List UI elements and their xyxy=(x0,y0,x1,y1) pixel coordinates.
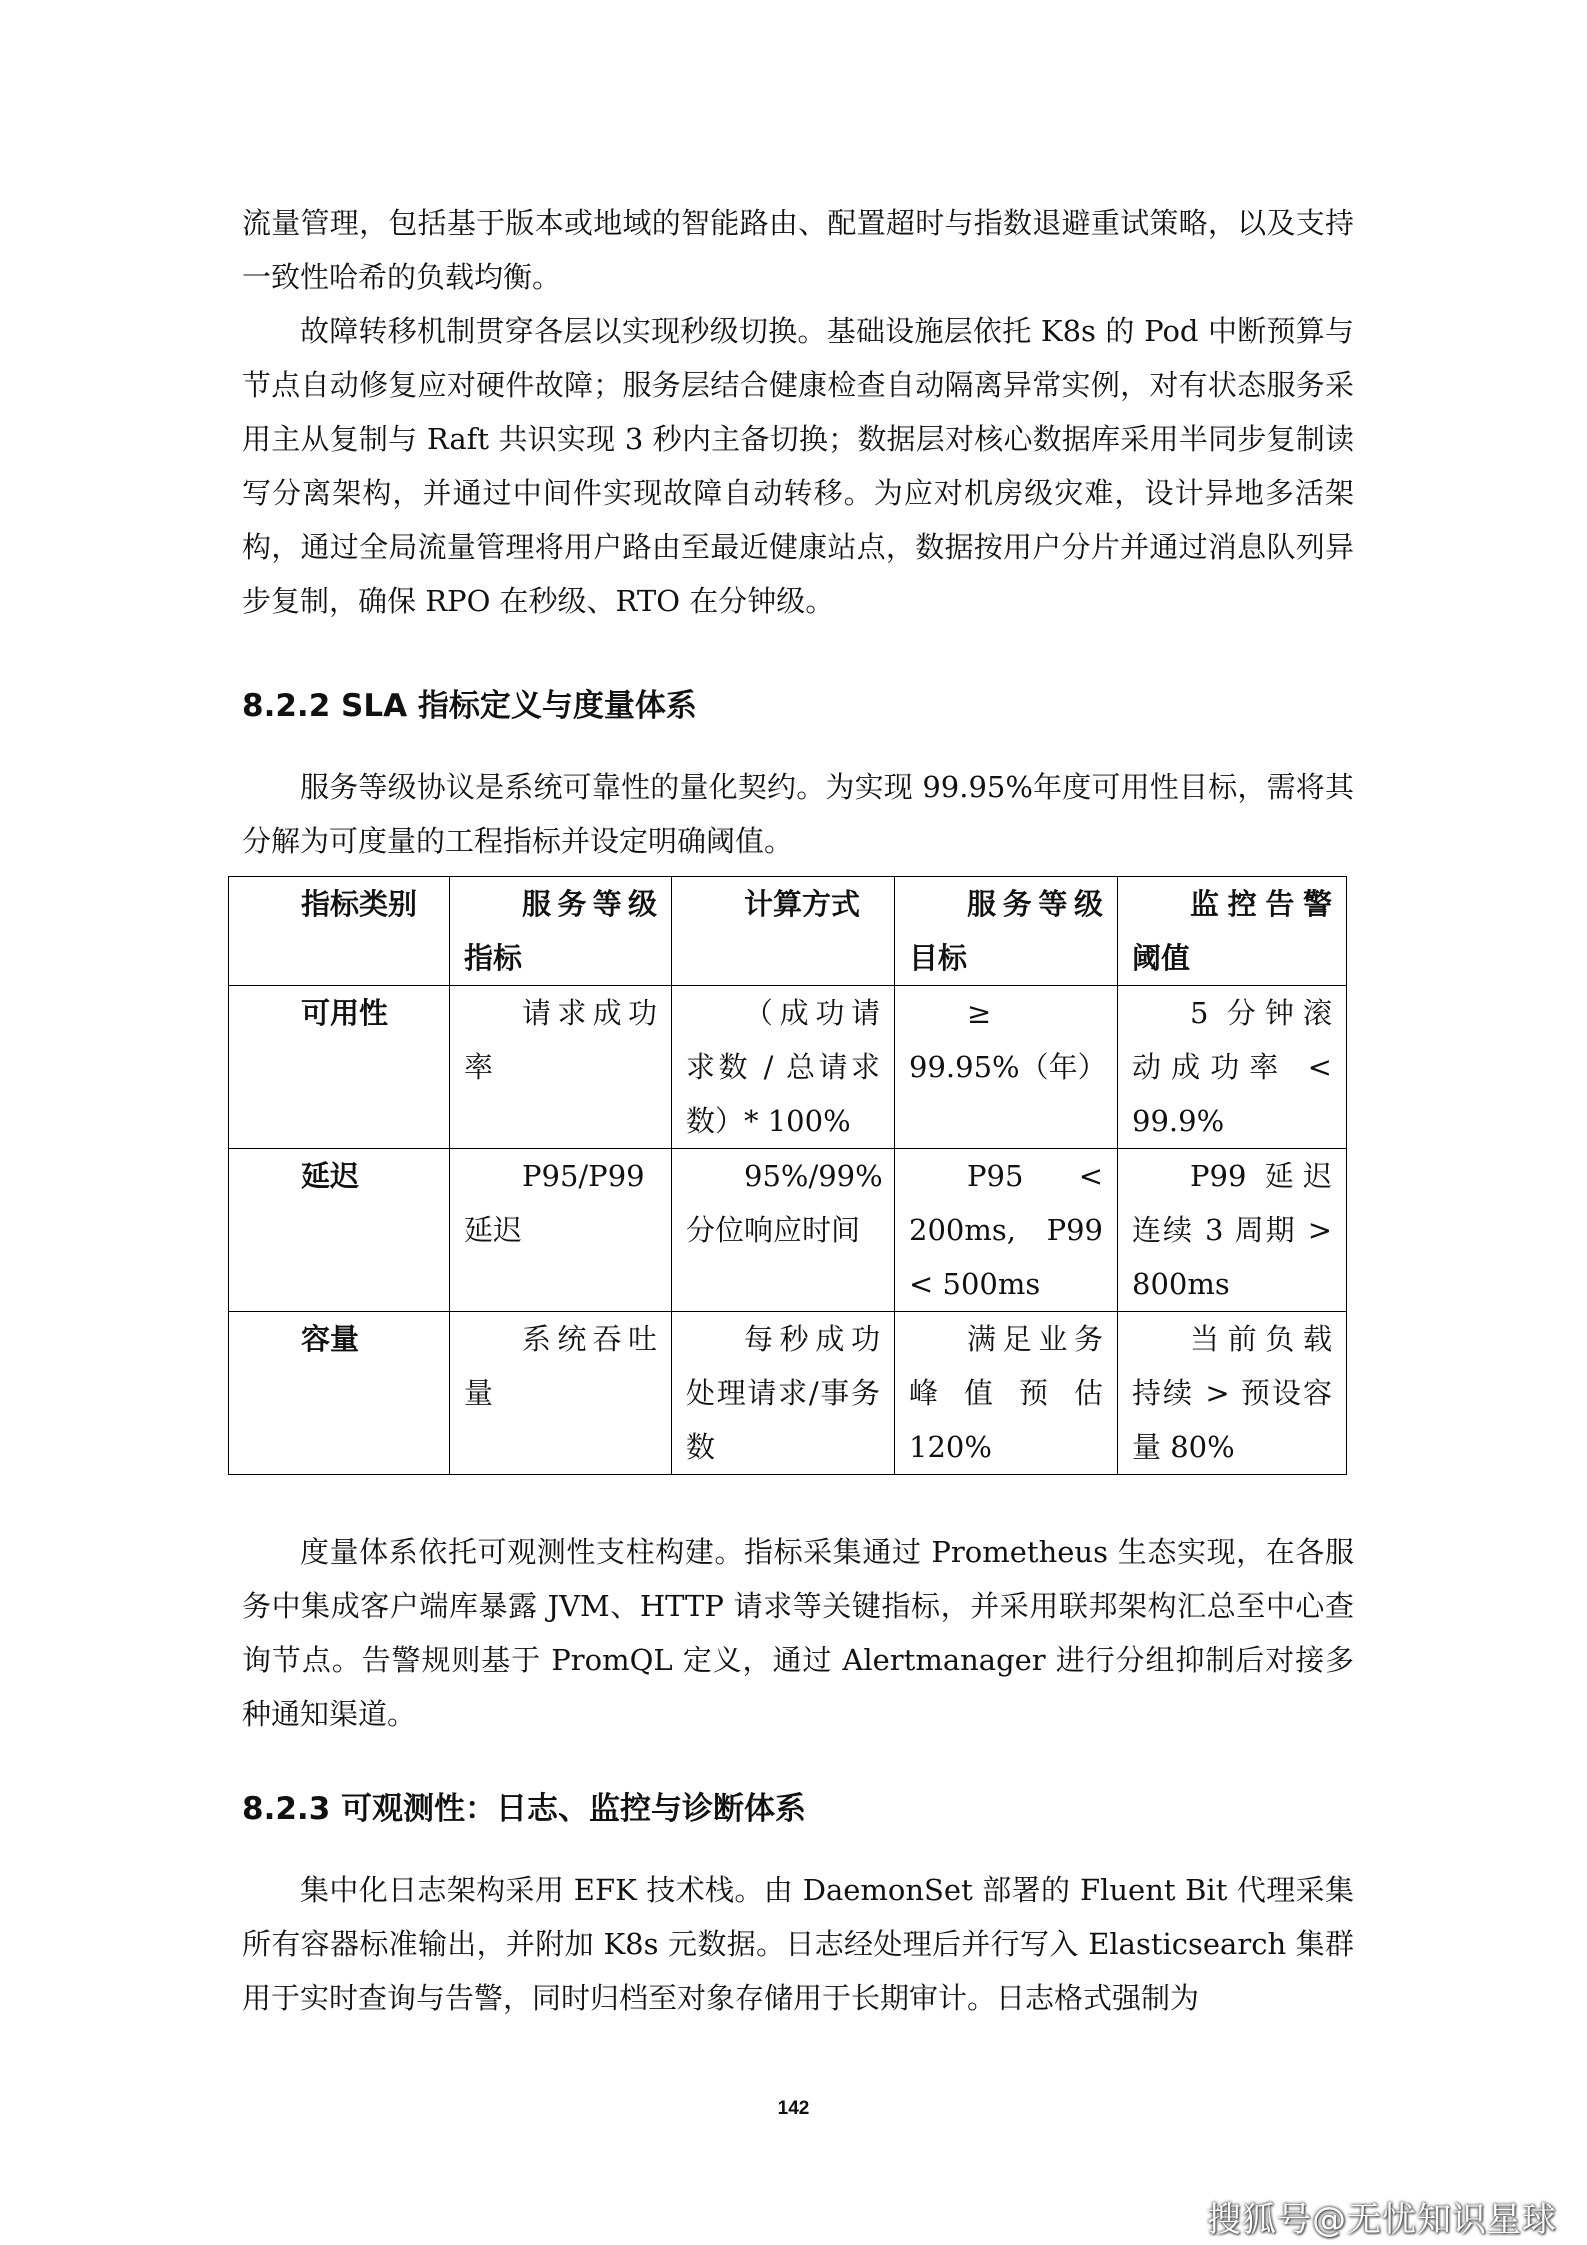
paragraph-observability-metrics: 度量体系依托可观测性支柱构建。指标采集通过 Prometheus 生态实现，在各服务中集成客户端库暴露 JVM、HTTP 请求等关键指标，并采用联邦架构汇总至中心查询节点。告警规则基于 PromQL 定义，通过 Alertmanager 进行分组抑制后对接多种通知渠道。 xyxy=(242,1535,1354,1731)
table-cell-category: 延迟 xyxy=(229,1149,450,1312)
table-cell: 每秒成功处理请求/事务数 xyxy=(672,1312,895,1475)
table-cell: 系统吞吐量 xyxy=(450,1312,672,1475)
table-header-cell: 服务等级目标 xyxy=(895,877,1118,986)
table-header-cell: 服务等级指标 xyxy=(450,877,672,986)
table-cell-category: 可用性 xyxy=(229,986,450,1149)
paragraph-traffic-management: 流量管理，包括基于版本或地域的智能路由、配置超时与指数退避重试策略，以及支持一致性哈希的负载均衡。 xyxy=(242,206,1354,294)
page-number: 142 xyxy=(777,2098,810,2119)
table-cell: ≥ 99.95%（年） xyxy=(895,986,1118,1149)
paragraph-failover: 故障转移机制贯穿各层以实现秒级切换。基础设施层依托 K8s 的 Pod 中断预算与节点自动修复应对硬件故障；服务层结合健康检查自动隔离异常实例，对有状态服务采用主从复制与 Raft 共识实现 3 秒内主备切换；数据层对核心数据库采用半同步复制读写分离架构，并通过中间件实现故障自动转移。为应对机房级灾难，设计异地多活架构，通过全局流量管理将用户路由至最近健康站点，数据按用户分片并通过消息队列异步复制，确保 RPO 在秒级、RTO 在分钟级。 xyxy=(242,314,1354,618)
table-header-cell: 指标类别 xyxy=(229,877,450,986)
table-cell-category: 容量 xyxy=(229,1312,450,1475)
table-header-cell: 计算方式 xyxy=(672,877,895,986)
table-cell: P99 延迟连续 3 周期 > 800ms xyxy=(1118,1149,1347,1312)
table-cell: 95%/99% 分位响应时间 xyxy=(672,1149,895,1312)
paragraph-logging: 集中化日志架构采用 EFK 技术栈。由 DaemonSet 部署的 Fluent Bit 代理采集所有容器标准输出，并附加 K8s 元数据。日志经处理后并行写入 Elasticsearch 集群用于实时查询与告警，同时归档至对象存储用于长期审计。日志格式强制为 xyxy=(242,1873,1354,2015)
table-row xyxy=(229,1149,1347,1312)
table-row xyxy=(229,986,1347,1149)
table-cell: （成功请求数 / 总请求数）* 100% xyxy=(672,986,895,1149)
table-cell: 5 分钟滚动成功率 < 99.9% xyxy=(1118,986,1347,1149)
table-cell: P95/P99 延迟 xyxy=(450,1149,672,1312)
table-cell: P95 < 200ms, P99 < 500ms xyxy=(895,1149,1118,1312)
table-row xyxy=(229,1312,1347,1475)
sla-table xyxy=(228,876,1347,1475)
section-heading-823: 8.2.3 可观测性：日志、监控与诊断体系 xyxy=(242,1791,807,1827)
watermark: 搜狐号@无忧知识星球 xyxy=(1207,2200,1557,2240)
table-cell: 当前负载持续 > 预设容量 80% xyxy=(1118,1312,1347,1475)
table-cell: 满足业务峰值预估 120% xyxy=(895,1312,1118,1475)
table-header-row xyxy=(229,877,1347,986)
page-content xyxy=(242,196,1354,2025)
table-header-cell: 监控告警阈值 xyxy=(1118,877,1347,986)
table-cell: 请求成功率 xyxy=(450,986,672,1149)
section-heading-822: 8.2.2 SLA 指标定义与度量体系 xyxy=(242,688,697,724)
paragraph-sla-intro: 服务等级协议是系统可靠性的量化契约。为实现 99.95%年度可用性目标，需将其分解为可度量的工程指标并设定明确阈值。 xyxy=(242,770,1354,858)
